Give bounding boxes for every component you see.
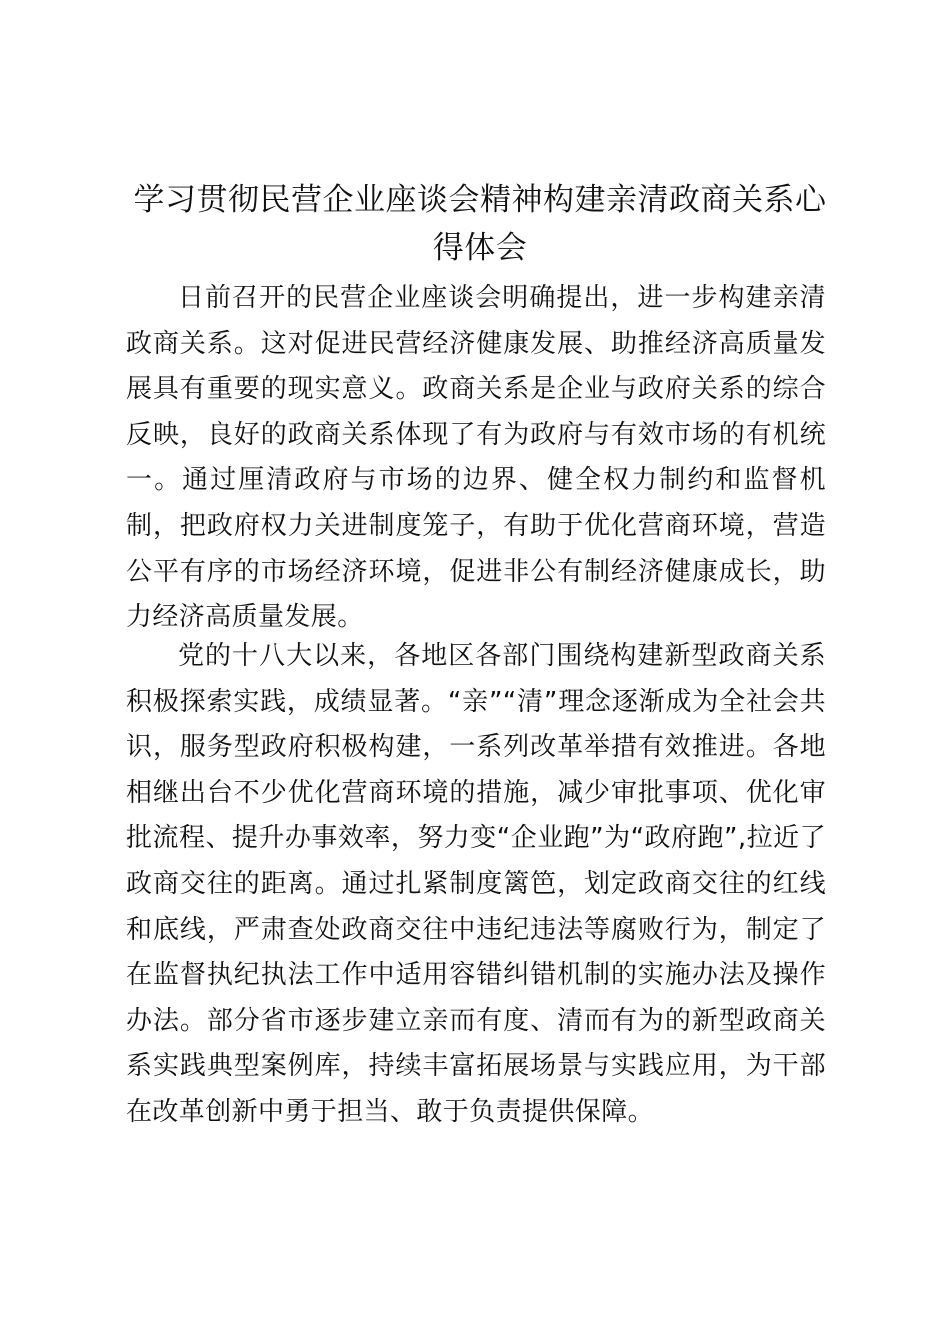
document-title: 学习贯彻民营企业座谈会精神构建亲清政商关系心得体会 <box>133 182 827 266</box>
paragraph-2: 党的十八大以来，各地区各部门围绕构建新型政商关系积极探索实践，成绩显著。“亲”“清”理念逐渐成为全社会共识，服务型政府积极构建，一系列改革举措有效推进。各地相继出台不少优化营商环境的措施，减少审批事项、优化审批流程、提升办事效率，努力变“企业跑”为“政府跑”,拉近了政商交往的距离。通过扎紧制度篱笆，划定政商交往的红线和底线，严肃查处政商交往中违纪违法等腐败行为，制定了在监督执纪执法工作中适用容错纠错机制的实施办法及操作办法。部分省市逐步建立亲而有度、清而有为的新型政商关系实践典型案例库，持续丰富拓展场景与实践应用，为干部在改革创新中勇于担当、敢于负责提供保障。 <box>126 641 826 1127</box>
paragraph-1: 日前召开的民营企业座谈会明确提出，进一步构建亲清政商关系。这对促进民营经济健康发展、助推经济高质量发展具有重要的现实意义。政商关系是企业与政府关系的综合反映，良好的政商关系体现了有为政府与有效市场的有机统一。通过厘清政府与市场的边界、健全权力制约和监督机制，把政府权力关进制度笼子，有助于优化营商环境，营造公平有序的市场经济环境，促进非公有制经济健康成长，助力经济高质量发展。 <box>126 283 826 633</box>
